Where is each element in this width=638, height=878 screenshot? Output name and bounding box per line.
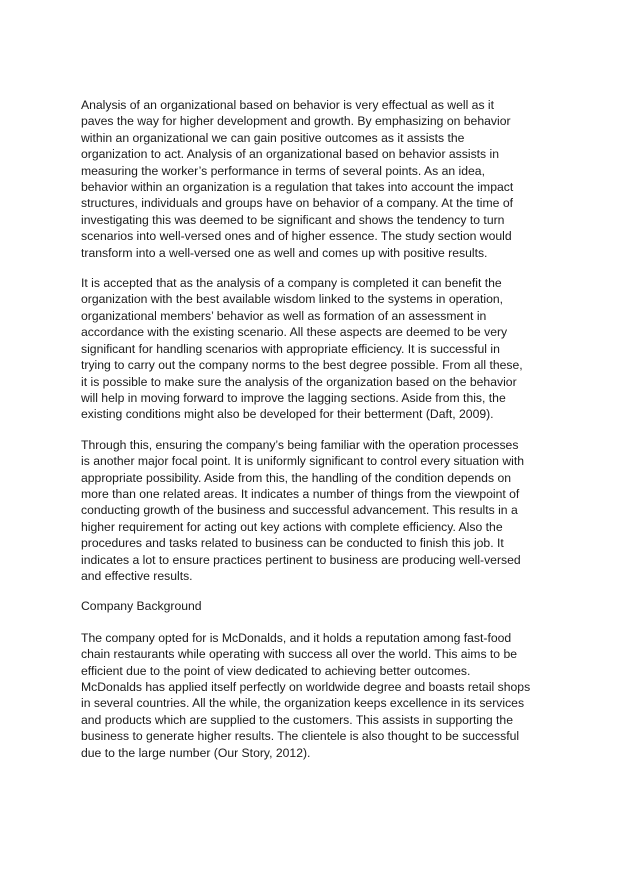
paragraph-operation-processes: Through this, ensuring the company’s being familiar with the operation processes is another major focal point. It is uniformly significant to control every situation with appropriate possibility. Aside from this, the handling of the condition depends on more than one related areas. It indicates a number of things from the viewpoint of conducting growth of the business and successful advancement. This results in a higher requirement for acting out key actions with complete efficiency. Also the procedures and tasks related to business can be conducted to finish this job. It indicates a lot to ensure practices pertinent to business are producing well-versed and effective results. (81, 437, 525, 583)
section-heading-company-background: Company Background (81, 599, 202, 614)
paragraph-company-analysis: It is accepted that as the analysis of a company is completed it can benefit the organization with the best available wisdom linked to the systems in operation, organizational members’ behavior as well as formation of an assessment in accordance with the existing scenario. All these aspects are deemed to be very significant for handling scenarios with appropriate efficiency. It is successful in trying to carry out the company norms to the best degree possible. From all these, it is possible to make sure the analysis of the organization based on the behavior will help in moving forward to improve the lagging sections. Aside from this, the existing conditions might also be developed for their betterment (Daft, 2009). (81, 276, 523, 422)
paragraph-analysis: Analysis of an organizational based on behavior is very effectual as well as it paves the way for higher development and growth. By emphasizing on behavior within an organizational we can gain positive outcomes as it assists the organization to act. Analysis of an organizational based on behavior assists in measuring the worker’s performance in terms of several points. As an idea, behavior within an organization is a regulation that takes into account the impact structures, individuals and groups have on behavior of a company. At the time of investigating this was deemed to be significant and shows the tendency to turn scenarios into well-versed ones and of higher essence. The study section would transform into a well-versed one as well and comes up with positive results. (81, 98, 514, 260)
document-body (81, 97, 553, 775)
paragraph-mcdonalds: The company opted for is McDonalds, and it holds a reputation among fast-food chain restaurants while operating with success all over the world. This aims to be efficient due to the point of view dedicated to achieving better outcomes. McDonalds has applied itself perfectly on worldwide degree and boasts retail shops in several countries. All the while, the organization keeps excellence in its services and products which are supplied to the customers. This assists in supporting the business to generate higher results. The clientele is also thought to be successful due to the large number (Our Story, 2012). (81, 630, 531, 760)
